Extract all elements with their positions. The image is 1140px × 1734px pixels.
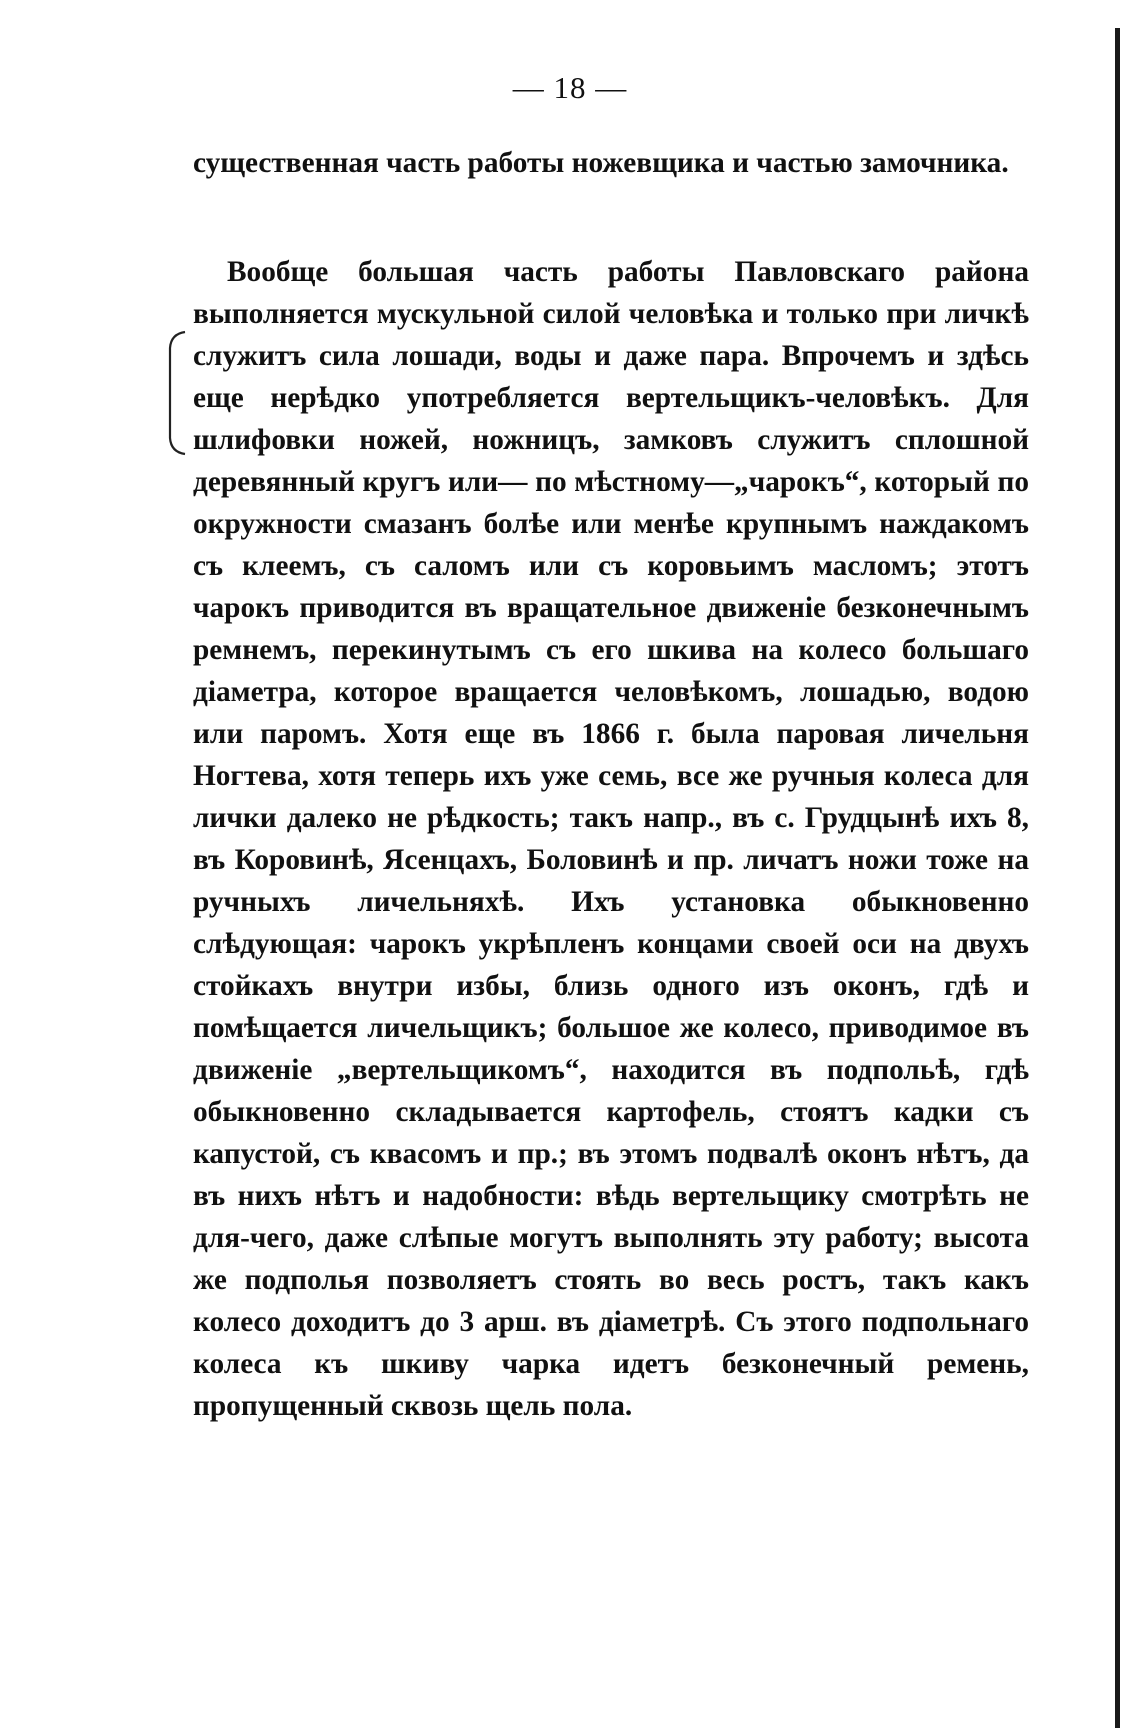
continuation-paragraph bbox=[193, 142, 1029, 184]
margin-bracket-mark bbox=[165, 330, 187, 456]
page-edge-border bbox=[1115, 28, 1120, 1728]
main-paragraph bbox=[193, 251, 1029, 1427]
page-number: — 18 — bbox=[512, 70, 628, 105]
paragraph-text: Вообще большая часть работы Павловскаго района выполняется мускульной силой человѣка и только при личкѣ служитъ сила лошади, воды и даже пара. Впрочемъ и здѣсь еще нерѣдко употребляется вертельщикъ-человѣкъ. Для шлифовки ножей, ножницъ, замковъ служитъ сплошной деревянный кругъ или— по мѣстному—„чарокъ“, который по окружности смазанъ болѣе или менѣе крупнымъ наждакомъ съ клеемъ, съ саломъ или съ коровьимъ масломъ; этотъ чарокъ приводится въ вращательное движеніе безконечнымъ ремнемъ, перекинутымъ съ его шкива на колесо большаго діаметра, которое вращается человѣкомъ, лошадью, водою или паромъ. Хотя еще въ 1866 г. была паровая личельня Ногтева, хотя теперь ихъ уже семь, все же ручныя колеса для лички далеко не рѣдкость; такъ напр., въ с. Грудцынѣ ихъ 8, въ Коровинѣ, Ясенцахъ, Боловинѣ и пр. личатъ ножи тоже на ручныхъ личельняхѣ. Ихъ установка обыкновенно слѣдующая: чарокъ укрѣпленъ концами своей оси на двухъ стойкахъ внутри избы, близь одного изъ оконъ, гдѣ и помѣщается личельщикъ; большое же колесо, приводимое въ движеніе „вертельщикомъ“, находится въ подпольѣ, гдѣ обыкновенно складывается картофель, стоятъ кадки съ капустой, съ квасомъ и пр.; въ этомъ подвалѣ оконъ нѣтъ, да въ нихъ нѣтъ и надобности: вѣдь вертельщику смотрѣть не для-чего, даже слѣпые могутъ выполнять эту работу; высота же подполья позволяетъ стоять во весь ростъ, такъ какъ колесо доходитъ до 3 арш. въ діаметрѣ. Съ этого подпольнаго колеса къ шкиву чарка идетъ безконечный ремень, пропущенный сквозь щель пола. bbox=[193, 256, 1029, 1422]
paragraph-continuation-text: существенная часть работы ножевщика и частью замочника. bbox=[193, 147, 1009, 179]
